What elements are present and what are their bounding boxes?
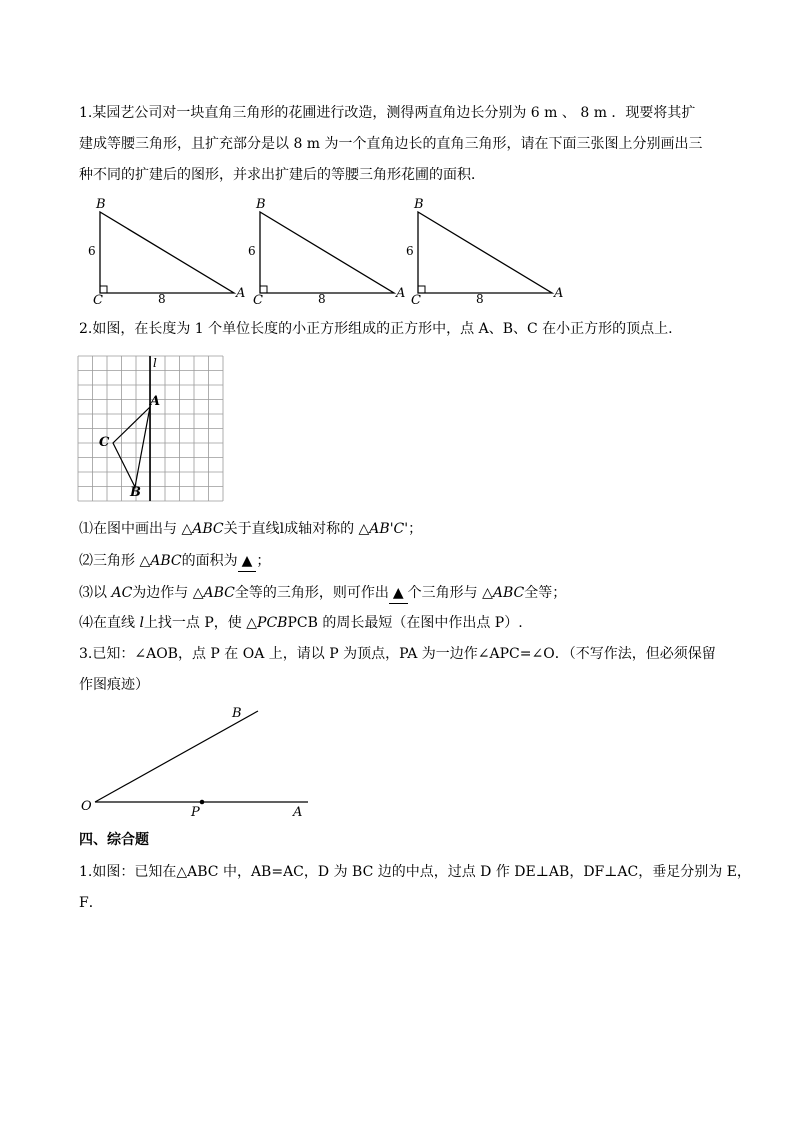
triangle-abc [113,407,150,487]
section-heading: 四、综合题 [79,832,149,848]
s4-q1-line2: F． [79,895,103,911]
point-c-label: C [99,435,110,450]
q1-text-line2: 建成等腰三角形，且扩充部分是以 8 m 为一个直角边长的直角三角形，请在下面三张图上分别画出三 [79,136,703,152]
point-a-label: A [150,394,161,409]
side-ca-label: 8 [318,292,326,306]
point-a-label: A [293,805,303,820]
vertex-b-label: B [96,197,106,212]
q2-part3: ⑶以 AC为边作与 △ABC全等的三角形，则可作出 ▲ 个三角形与 △ABC全等； [79,583,724,604]
s4-q1-line1: 1.如图：已知在△ABC 中，AB=AC，D 为 BC 边的中点，过点 D 作 DE⊥AB，DF⊥AC，垂足分别为 E， [79,864,751,880]
vertex-b-label: B [414,197,424,212]
vertex-a-label: A [236,286,246,301]
q2-intro: 2.如图，在长度为 1 个单位长度的小正方形组成的正方形中，点 A、B、C 在小正方形的顶点上. [79,321,673,337]
vertex-c-label: C [253,293,263,307]
vertex-c-label: C [411,293,421,307]
point-b-label: B [130,485,141,500]
side-bc-label: 6 [406,244,414,258]
side-ca-label: 8 [476,292,484,306]
right-triangle-1 [88,197,245,307]
point-p-dot [200,800,205,805]
right-triangle-2 [248,197,405,307]
vertex-a-label: A [554,286,564,301]
q1-text-line3: 种不同的扩建后的图形，并求出扩建后的等腰三角形花圃的面积． [79,167,485,183]
side-ca-label: 8 [158,292,166,306]
answer-blank: ▲ [238,551,257,572]
q1-triangles-figure [80,195,580,307]
side-bc-label: 6 [88,244,96,258]
q3-text-line1: 3.已知：∠AOB，点 P 在 OA 上，请以 P 为顶点，PA 为一边作∠APC=∠O．（不写作法，但必须保留 [79,646,716,662]
q3-angle-figure [78,700,318,822]
q1-text-line1: 1.某园艺公司对一块直角三角形的花圃进行改造，测得两直角边长分别为 6 m 、 8 m ．现要将其扩 [79,105,696,121]
vertex-a-label: A [396,286,406,301]
answer-blank: ▲ [389,583,408,604]
q2-part4: ⑷在直线 l上找一点 P，使 △PCBPCB 的周长最短（在图中作出点 P）. [79,615,523,631]
point-b-label: B [232,706,242,721]
ray-ob [95,711,258,802]
point-o-label: O [81,799,92,814]
q3-text-line2: 作图痕迹） [79,677,149,693]
vertex-b-label: B [256,197,266,212]
q2-part1: ⑴在图中画出与 △ABC关于直线l成轴对称的 △AB'C'； [79,521,423,537]
line-l-label: l [153,356,157,370]
q2-grid-figure [76,353,224,503]
right-triangle-3 [406,197,563,307]
point-p-label: P [191,805,200,820]
vertex-c-label: C [93,293,103,307]
q2-part2: ⑵三角形 △ABC的面积为 ▲ ； [79,551,724,572]
side-bc-label: 6 [248,244,256,258]
